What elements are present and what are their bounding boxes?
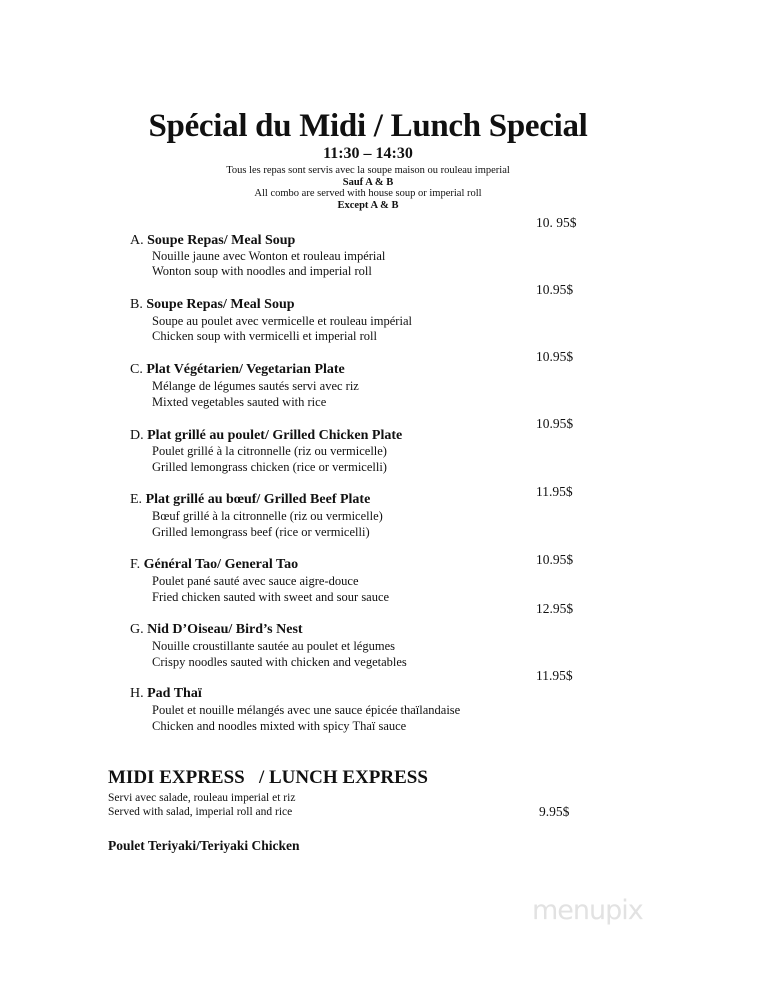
price-d: 10.95$ xyxy=(536,416,574,431)
price-f: 10.95$ xyxy=(536,552,574,567)
note-en: All combo are served with house soup or imperial roll xyxy=(254,188,482,199)
item-letter-f: F. xyxy=(130,557,141,572)
item-letter-h: H. xyxy=(130,686,144,701)
item-desc-en-e: Grilled lemongrass beef (rice or vermicelli) xyxy=(152,525,370,539)
item-letter-c: C. xyxy=(130,362,143,377)
express-item: Poulet Teriyaki/Teriyaki Chicken xyxy=(108,838,300,853)
item-desc-fr-a: Nouille jaune avec Wonton et rouleau impérial xyxy=(152,249,386,263)
item-desc-fr-f: Poulet pané sauté avec sauce aigre-douce xyxy=(152,574,359,588)
note-fr: Tous les repas sont servis avec la soupe maison ou rouleau imperial xyxy=(226,165,510,176)
item-desc-en-f: Fried chicken sauted with sweet and sour sauce xyxy=(152,590,390,604)
item-name-d: Plat grillé au poulet/ Grilled Chicken Plate xyxy=(147,428,403,443)
item-name-a: Soupe Repas/ Meal Soup xyxy=(147,233,296,248)
item-desc-fr-g: Nouille croustillante sautée au poulet et légumes xyxy=(152,639,395,653)
price-h: 11.95$ xyxy=(536,668,573,683)
item-desc-fr-c: Mélange de légumes sautés servi avec riz xyxy=(152,379,359,393)
price-a: 10. 95$ xyxy=(536,215,577,230)
item-desc-en-b: Chicken soup with vermicelli et imperial roll xyxy=(152,329,377,343)
item-letter-e: E. xyxy=(130,492,143,507)
express-note-en: Served with salad, imperial roll and rice xyxy=(108,806,293,818)
item-title-b xyxy=(130,297,295,313)
express-price: 9.95$ xyxy=(539,804,570,819)
item-letter-a: A. xyxy=(130,233,144,248)
item-title-c xyxy=(130,362,345,378)
item-name-e: Plat grillé au bœuf/ Grilled Beef Plate xyxy=(145,492,371,507)
item-title-e xyxy=(130,492,370,508)
item-desc-en-a: Wonton soup with noodles and imperial roll xyxy=(152,264,372,278)
item-name-c: Plat Végétarien/ Vegetarian Plate xyxy=(146,362,345,377)
express-note-fr: Servi avec salade, rouleau imperial et riz xyxy=(108,792,296,804)
except-en: Except A & B xyxy=(337,200,399,211)
item-desc-fr-h: Poulet et nouille mélangés avec une sauce épicée thaïlandaise xyxy=(152,703,461,717)
item-title-g xyxy=(130,622,303,638)
item-desc-en-c: Mixted vegetables sauted with rice xyxy=(152,395,327,409)
item-letter-g: G. xyxy=(130,622,144,637)
price-g: 12.95$ xyxy=(536,601,574,616)
item-desc-en-d: Grilled lemongrass chicken (rice or vermicelli) xyxy=(152,460,387,474)
price-b: 10.95$ xyxy=(536,282,574,297)
item-name-f: Général Tao/ General Tao xyxy=(143,557,299,572)
price-e: 11.95$ xyxy=(536,484,573,499)
price-c: 10.95$ xyxy=(536,349,574,364)
item-title-a xyxy=(130,233,295,249)
except-fr: Sauf A & B xyxy=(342,177,394,188)
item-desc-fr-b: Soupe au poulet avec vermicelle et rouleau impérial xyxy=(152,314,412,328)
menu-title: Spécial du Midi / Lunch Special xyxy=(148,108,588,144)
watermark-logo: menupix xyxy=(532,895,643,926)
item-letter-d: D. xyxy=(130,428,144,443)
item-title-h xyxy=(130,686,202,702)
item-letter-b: B. xyxy=(130,297,143,312)
item-desc-fr-d: Poulet grillé à la citronnelle (riz ou vermicelle) xyxy=(152,444,387,458)
item-name-g: Nid D’Oiseau/ Bird’s Nest xyxy=(147,622,303,637)
item-title-d xyxy=(130,428,402,444)
item-name-h: Pad Thaï xyxy=(147,686,202,701)
express-title: MIDI EXPRESS / LUNCH EXPRESS xyxy=(108,767,428,788)
item-title-f xyxy=(130,557,298,573)
item-desc-fr-e: Bœuf grillé à la citronnelle (riz ou vermicelle) xyxy=(152,509,383,523)
lunch-hours: 11:30 – 14:30 xyxy=(323,145,413,162)
item-desc-en-h: Chicken and noodles mixted with spicy Thaï sauce xyxy=(152,719,407,733)
item-name-b: Soupe Repas/ Meal Soup xyxy=(146,297,295,312)
item-desc-en-g: Crispy noodles sauted with chicken and vegetables xyxy=(152,655,407,669)
